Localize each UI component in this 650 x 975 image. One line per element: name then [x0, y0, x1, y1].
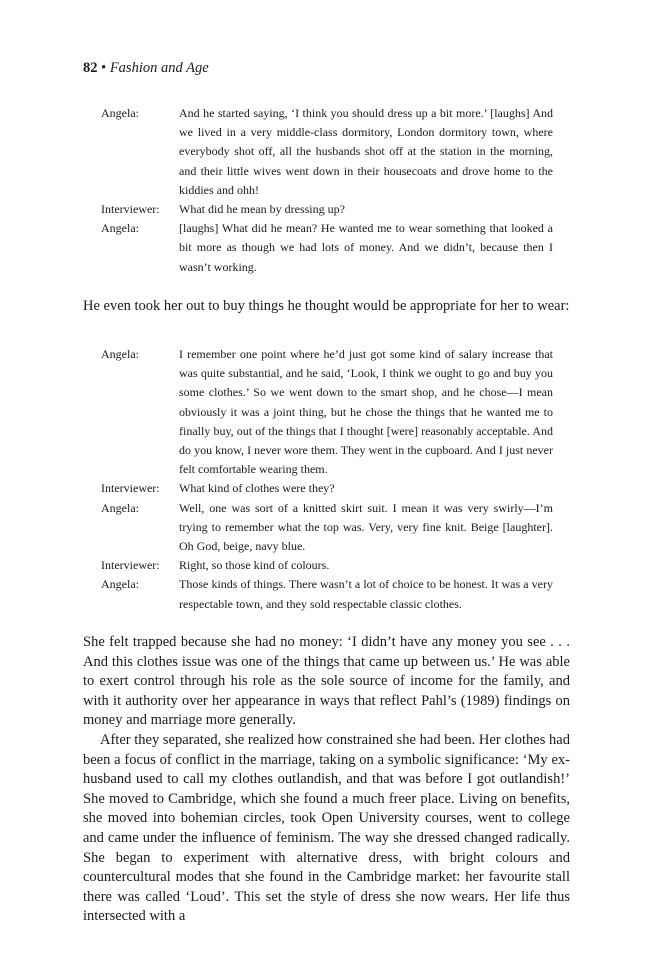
page-number: 82 [83, 60, 98, 76]
speaker-label: Angela: [101, 106, 139, 120]
speaker-label: Angela: [101, 221, 139, 236]
transcript-turn [101, 556, 553, 575]
transcript-turn [101, 219, 553, 277]
running-header [83, 60, 209, 77]
transcript-turn [101, 104, 553, 200]
transcript-turn [101, 499, 553, 557]
body-paragraph-1: She felt trapped because she had no money: ‘I didn’t have any money you see . . . And this clothes issue was one of the things that came up between us.’ He was able to exert control through his role as the sole source of income for the family, and with it authority over her appearance in ways that reflect Pahl’s (1989) findings on money and marriage more generally. [83, 634, 570, 729]
speaker-label: Interviewer: [101, 202, 160, 217]
speaker-label: Interviewer: [101, 481, 160, 496]
speaker-label: Angela: [101, 500, 139, 515]
interview-transcript-2 [101, 345, 553, 614]
speech-text: I remember one point where he’d just got some kind of salary increase that was quite substantial, and he said, ‘Look, I think we ought to go and buy you some clothes.’ So we went down to the smart shop, and he chose—I mean obviously it was a joint thing, but he chose the things that he wanted me to finally buy, out of the things that I thought [were] reasonably acceptable. And do you know, I never wore them. They went in the cupboard. And I just never felt comfortable wearing them. [179, 347, 553, 477]
speech-text: Those kinds of things. There wasn’t a lot of choice to be honest. It was a very respectable town, and they sold respectable classic clothes. [179, 577, 553, 611]
speech-text: What kind of clothes were they? [179, 481, 335, 496]
transcript-turn [101, 345, 553, 479]
transcript-turn [101, 200, 553, 219]
header-separator: • [101, 60, 107, 76]
body-paragraph-2: After they separated, she realized how constrained she had been. Her clothes had been a focus of conflict in the marriage, taking on a symbolic significance: ‘My ex-husband used to call my clothes outlandish, and that was before I got outlandish!’ She moved to Cambridge, which she found a much freer place. Living on benefits, she moved into bohemian circles, took Open University courses, went to college and came under the influence of feminism. The way she dressed changed radically. She began to experiment with alternative dress, with bright colours and countercultural modes that she found in the Cambridge market: her favourite stall there was called ‘Loud’. This set the style of dress she now wears. Her life thus intersected with a [83, 732, 570, 925]
interview-transcript-1 [101, 104, 553, 277]
intro-paragraph: He even took her out to buy things he thought would be appropriate for her to wear: [83, 298, 570, 314]
transcript-turn [101, 575, 553, 613]
book-title: Fashion and Age [109, 60, 209, 76]
speech-text: What did he mean by dressing up? [179, 202, 345, 217]
speech-text: Right, so those kind of colours. [179, 558, 330, 573]
speech-text: [laughs] What did he mean? He wanted me to wear something that looked a bit more as though we had lots of money. And we didn’t, because then I wasn’t working. [179, 221, 553, 274]
speaker-label: Interviewer: [101, 558, 160, 573]
transcript-turn [101, 479, 553, 498]
speaker-label: Angela: [101, 577, 139, 592]
speech-text: Well, one was sort of a knitted skirt suit. I mean it was very swirly—I’m trying to remember what the top was. Very, very fine knit. Beige [laughter]. Oh God, beige, navy blue. [179, 500, 553, 554]
speaker-label: Angela: [101, 347, 139, 361]
speech-text: And he started saying, ‘I think you should dress up a bit more.’ [laughs] And we lived in a very middle-class dormitory, London dormitory town, where everybody shot off, all the husbands shot off at the station in the morning, and their little wives went down in their housecoats and drove home to the kiddies and ohh! [179, 106, 553, 197]
